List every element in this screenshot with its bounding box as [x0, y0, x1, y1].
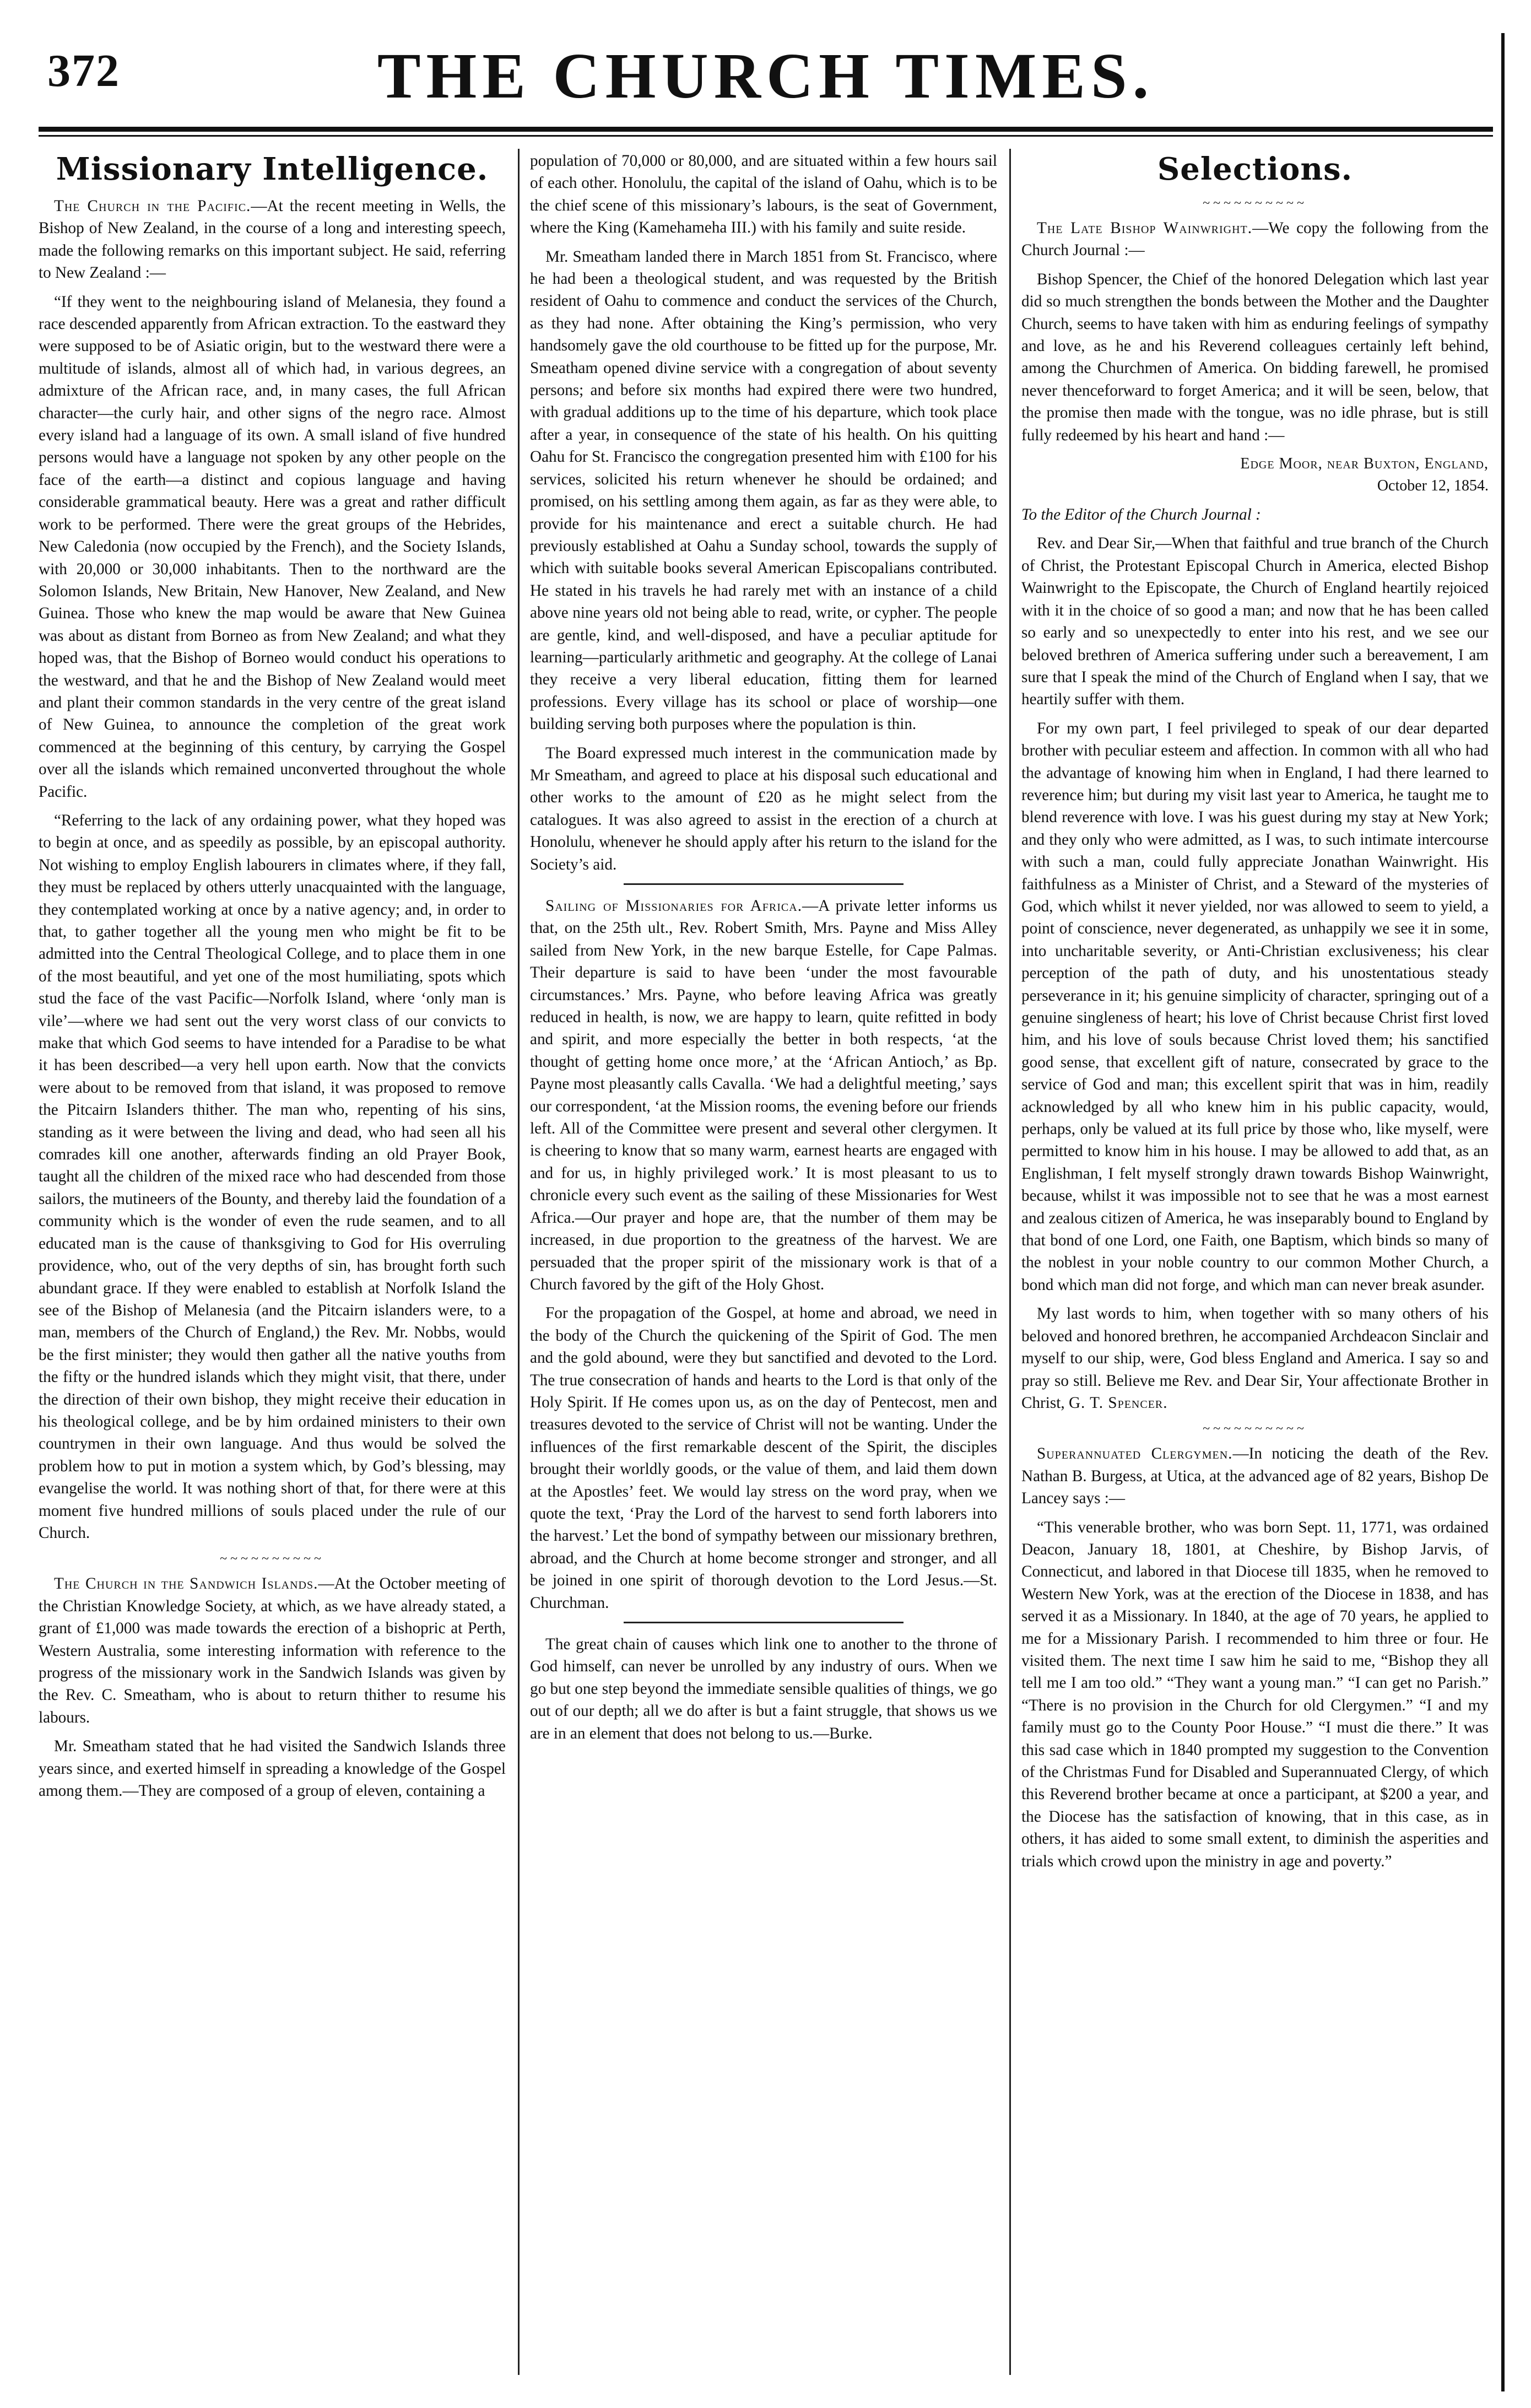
- column-divider-2: [1009, 149, 1011, 2375]
- article-paragraph: [1021, 1443, 1489, 1509]
- article-paragraph: For the propagation of the Gospel, at home and abroad, we need in the body of the Church the quickening of the Spirit of God. The men and the gold abound, were they but sanctified and devoted to the Lord. The true consecration of hands and hearts to the Lord is that only of the Holy Spirit. If He comes upon us, as on the day of Pentecost, men and treasures devoted to the service of Christ will not be wanting. Under the influences of the first remarkable descent of the Spirit, the disciples brought their worldly goods, or the value of them, and laid them down at the Apostles’ feet. We would lay stress on the word pray, when we quote the text, ‘Pray the Lord of the harvest to send forth laborers into the harvest.’ Let the bond of sympathy between our missionary brethren, abroad, and the Church at home become stronger and stronger, and all be joined in one spirit of thorough devotion to the Lord Jesus.—St. Churchman.: [530, 1304, 997, 1612]
- article-paragraph: population of 70,000 or 80,000, and are situated within a few hours sail of each other. Honolulu, the capital of the island of Oahu, which is to be the chief scene of this missionary’s labours, is the seat of Government, where the King (Kamehameha III.) with his family and suite reside.: [530, 152, 997, 237]
- article-paragraph: Mr. Smeatham stated that he had visited the Sandwich Islands three years since, and exerted himself in spreading a knowledge of the Gospel among them.—They are composed of a group of eleven, containing a: [39, 1737, 506, 1800]
- article-separator: [624, 883, 904, 885]
- article-text: —At the October meeting of the Christian Knowledge Society, at which, as we have already stated, a grant of £1,000 was made towards the erection of a bishopric at Perth, Western Australia, some interesting information with reference to the progress of the missionary work in the Sandwich Islands was given by the Rev. C. Smeatham, who is about to return thither to resume his labours.: [39, 1575, 506, 1726]
- column-2: [530, 150, 997, 2376]
- letter-addressee-text: To the Editor of the Church Journal :: [1021, 506, 1261, 524]
- article-paragraph: The great chain of causes which link one to another to the throne of God himself, can never be unrolled by any industry of ours. When we go but one step beyond the immediate sensible qualities of things, we go out of our depth; all we do after is but a faint struggle, that shows us we are in an element that does not belong to us.—Burke.: [530, 1635, 997, 1742]
- article-paragraph: [1021, 1303, 1489, 1414]
- letter-place-text: Edge Moor, near Buxton, England,: [1240, 455, 1489, 473]
- section-heading-missionary: Missionary Intelligence.: [56, 151, 489, 187]
- article-text: —A private letter informs us that, on the 25th ult., Rev. Robert Smith, Mrs. Payne and Miss Alley sailed from New York, in the new barque Estelle, for Cape Palmas. Their departure is said to have been ‘under the most favourable circumstances.’ Mrs. Payne, who before leaving Africa was greatly reduced in health, is now, we are happy to learn, quite refitted in body and spirit, and more especially the better in both respects, ‘at the thought of getting home once more,’ at the ‘African Antioch,’ as Bp. Payne most pleasantly calls Cavalla. ‘We had a delightful meeting,’ says our correspondent, ‘at the Mission rooms, the evening before our friends left. All of the Committee were present and several other clergymen. It is cheering to know that so many warm, earnest hearts are engaged with and for us, in highly privileged work.’ It is most pleasant to us to chronicle every such event as the sailing of these Missionaries for West Africa.—Our prayer and hope are, that the number of them may be increased, in due proportion to the greatness of the harvest. We are persuaded that the proper spirit of the missionary work is that of a Church favored by the gift of the Holy Ghost.: [530, 897, 997, 1293]
- letter-addressee: [1021, 504, 1489, 526]
- letter-place: [1021, 453, 1489, 497]
- article-title: Superannuated Clergymen.: [1037, 1445, 1233, 1463]
- article-text: —We copy the following from the Church Journal :—: [1021, 219, 1489, 260]
- letter-date: October 12, 1854.: [1377, 477, 1489, 495]
- article-separator: [624, 1622, 904, 1623]
- article-paragraph: [1021, 217, 1489, 262]
- masthead-rule-thin: [39, 135, 1493, 137]
- article-title: Sailing of Missionaries for Africa.: [545, 897, 803, 915]
- column-divider-1: [518, 149, 520, 2375]
- article-text: My last words to him, when together with so many others of his beloved and honored brethren, he accompanied Archdeacon Sinclair and myself to our ship, were, God bless England and America. I say so and pray so still. Believe me Rev. and Dear Sir, Your affectionate Brother in Christ,: [1021, 1305, 1489, 1412]
- decorative-divider: ~~~~~~~~~~: [1203, 1422, 1307, 1437]
- article-paragraph: [39, 195, 506, 284]
- article-title: The Late Bishop Wainwright.: [1037, 219, 1253, 237]
- masthead-rule-thick: [39, 127, 1493, 132]
- column-3: [1021, 150, 1489, 2376]
- article-paragraph: For my own part, I feel privileged to speak of our dear departed brother with peculiar esteem and affection. In common with all who had the advantage of knowing him when in England, I had there learned to reverence him; but during my visit last year to America, he taught me to blend reverence with love. I was his guest during my stay at New York; and they only who were admitted, as I was, to such intimate intercourse with such a man, could fully appreciate Jonathan Wainwright. His faithfulness as a Minister of Christ, and a Steward of the mysteries of God, which whilst it never yielded, nor was allowed to seem to yield, a point of conscience, never degenerated, as unhappily we see it in some, into uncharitable severity, or Anti-Christian exclusiveness; his clear perception of the path of duty, and his unostentatious steady perseverance in it; his genuine simplicity of character, springing out of a genuine singleness of heart; his love of Christ because Christ first loved him, and his love of souls because Christ loved them; his sanctified good sense, that excellent gift of nature, consecrated by grace to the service of God and man; this excellent spirit that was in him, readily acknowledged by all who knew him in his public capacity, would, perhaps, only be valued at its full price by those who, like myself, were permitted to know him in his house. I may be allowed to add that, as an Englishman, I felt myself strongly drawn towards Bishop Wainwright, because, whilst it was impossible not to see that he was a most earnest and zealous citizen of America, he was inseparably bound to England by that bond of one Lord, one Faith, one Baptism, which binds so many of the noblest in your noble country to our common Mother Church, a bond which man did not forge, and which man can never break asunder.: [1021, 719, 1489, 1294]
- article-title: The Church in the Sandwich Islands.: [54, 1575, 318, 1593]
- section-heading-selections: Selections.: [1157, 151, 1353, 187]
- newspaper-page: [39, 22, 1493, 2391]
- letter-signature: G. T. Spencer.: [1068, 1394, 1168, 1412]
- column-1: [39, 150, 506, 2376]
- article-text: —In noticing the death of the Rev. Nathan B. Burgess, at Utica, at the advanced age of 82 years, Bishop De Lancey says :—: [1021, 1445, 1489, 1508]
- article-title: The Church in the Pacific.: [54, 197, 251, 215]
- article-paragraph: Bishop Spencer, the Chief of the honored Delegation which last year did so much strengthen the bonds between the Mother and the Daughter Church, seems to have taken with him as enduring feelings of sympathy and love, as he and his Reverend colleagues certainly left behind, among the Churchmen of America. On bidding farewell, he promised never thenceforward to forget America; and it will be seen, below, that the promise then made with the tongue, was no idle phrase, but is still fully redeemed by his heart and hand :—: [1021, 270, 1489, 444]
- decorative-divider: ~~~~~~~~~~: [1203, 196, 1307, 210]
- article-paragraph: Mr. Smeatham landed there in March 1851 from St. Francisco, where he had been a theological student, and was requested by the British resident of Oahu to commence and conduct the services of the Church, as they had none. After obtaining the King’s permission, who very handsomely gave the old courthouse to be fitted up for the purpose, Mr. Smeatham opened divine service with a congregation of about seventy persons; and before six months had expired there were two hundred, with gradual additions up to the time of his departure, which took place after a year, in consequence of the state of his health. On his quitting Oahu for St. Francisco the congregation presented him with £100 for his services, solicited his return whenever he should be ordained; and promised, on his settling among them again, as far as they were able, to provide for his maintenance and erect a suitable church. He had previously established at Oahu a Sunday school, towards the supply of which with suitable books several American Episcopalians contributed. He stated in his travels he had rarely met with an instance of a child above nine years old not being able to read, write, or cypher. The people are gentle, kind, and well-disposed, and have a peculiar aptitude for learning—particularly arithmetic and geography. At the college of Lanai they receive a very liberal education, fitting them for learned professions. Every village has its school or place of worship—one building serving both purposes where the population is thin.: [530, 247, 997, 733]
- article-paragraph: “This venerable brother, who was born Sept. 11, 1771, was ordained Deacon, January 18, 1801, at Cheshire, by Bishop Jarvis, of Connecticut, and labored in that Diocese till 1835, when he removed to Western New York, was at the erection of the Diocese in 1838, and has served it as a Missionary. In 1840, at the age of 70 years, he applied to me for a Missionary Parish. I recommended to him three or four. He visited them. The next time I saw him he said to me, “Bishop they all tell me I am too old.” “They want a young man.” “I can get no Parish.” “There is no provision in the Church for old Clergymen.” “I and my family must go to the County Poor House.” “I must die there.” It was this sad case which in 1840 prompted my suggestion to the Convention of the Christmas Fund for Disabled and Superannuated Clergy, of which this Reverend brother became at once a participant, at $200 a year, and the Diocese has the satisfaction of knowing, that in this case, as in others, it has aided to some small extent, to diminish the asperities and trials which crowd upon the ministry in age and poverty.”: [1021, 1518, 1489, 1870]
- article-paragraph: “If they went to the neighbouring island of Melanesia, they found a race descended apparently from African extraction. To the eastward they were supposed to be of Asiatic origin, but to the westward there were a multitude of islands, almost all of which had, in various degrees, an admixture of the African race, and, in many cases, the full African character—the curly hair, and other signs of the negro race. Almost every island had a language of its own. A small island of five hundred persons would have a language not spoken by any other people on the face of the earth—a distinct and copious language and having considerable grammatical beauty. Here was a great and rather difficult work to be performed. There were the great groups of the Hebrides, New Caledonia (now occupied by the French), and the Society Islands, with 20,000 or 30,000 inhabitants. Then to the northward are the Solomon Islands, New Britain, New Hanover, New Zealand, and New Guinea. Those who knew the map would be aware that New Guinea was about as distant from Borneo as from New Zealand; and what they hoped was, that the Bishop of Borneo would conduct his operations to the westward, and that he and the Bishop of New Zealand would meet and plant their common standards in the very centre of the great island of New Guinea, to announce the completion of the great work commenced at the beginning of this century, by carrying the Gospel over all the islands which remained unconverted throughout the whole Pacific.: [39, 293, 506, 801]
- decorative-divider: ~~~~~~~~~~: [220, 1552, 324, 1567]
- page-number: 372: [47, 45, 120, 96]
- article-paragraph: “Referring to the lack of any ordaining power, what they hoped was to begin at once, and as speedily as possible, by an episcopal authority. Not wishing to employ English labourers in climates where, if they fall, they must be replaced by others utterly unacquainted with the language, they contemplated working at once by a native agency; and, in order to that, to gather together all the young men who might be fit to be admitted into the Central Theological College, and to place them in one of the most beautiful, and yet one of the most humiliating, spots which stud the face of the vast Pacific—Norfolk Island, where ‘only man is vile’—where we had sent out the very worst class of our convicts to make that which God seems to have intended for a Paradise to be what it has been described—a very hell upon earth. Now that the convicts were about to be removed from that island, it was proposed to remove the Pitcairn Islanders thither. The man who, repenting of his sins, standing as it were between the living and dead, who had seen all his comrades kill one another, afterwards finding an old Prayer Book, taught all the children of the mixed race who had descended from those sailors, the mutineers of the Bounty, and thereby laid the foundation of a community which is the wonder of even the rude seamen, and to all educated man is the cause of thanksgiving to God for His overruling providence, who, out of the very depths of sin, has brought forth such abundant grace. If they were enabled to establish at Norfolk Island the see of the Bishop of Melanesia (and the Pitcairn islanders were, to a man, members of the Church of England,) the Rev. Mr. Nobbs, would be the first minister; they would then gather all the native youths from the fifty or the hundred islands which they might visit, that there, under the direction of their own bishop, they might receive their education in his theological college, and be by him ordained ministers to their own countrymen in their own language. And thus would be solved the problem how to put in motion a system which, by God’s blessing, may evangelise the world. It was nothing short of that, for there were at this moment five hundred millions of souls placed under the rule of our Church.: [39, 811, 506, 1542]
- masthead-title: THE CHURCH TIMES.: [377, 40, 1155, 112]
- article-paragraph: The Board expressed much interest in the communication made by Mr Smeatham, and agreed to place at his disposal such educational and other works to the amount of £20 as he might select from the catalogues. It was also agreed to assist in the erection of a church at Honolulu, whenever he should apply after his return to the island for the Society’s aid.: [530, 744, 997, 873]
- article-paragraph: [39, 1573, 506, 1729]
- article-paragraph: [530, 895, 997, 1295]
- page-edge-rule: [1501, 33, 1505, 2391]
- article-paragraph: Rev. and Dear Sir,—When that faithful and true branch of the Church of Christ, the Protestant Episcopal Church in America, elected Bishop Wainwright to the Episcopate, the Church of England heartily rejoiced with it in the choice of so good a man; and now that he has been called so early and so unexpectedly to enter into his rest, and we see our beloved brethren of America suffering under such a bereavement, I am sure that I speak the mind of the Church of England when I say, that we heartily suffer with them.: [1021, 534, 1489, 709]
- article-text: —At the recent meeting in Wells, the Bishop of New Zealand, in the course of a long and interesting speech, made the following remarks on this important subject. He said, referring to New Zealand :—: [39, 197, 506, 282]
